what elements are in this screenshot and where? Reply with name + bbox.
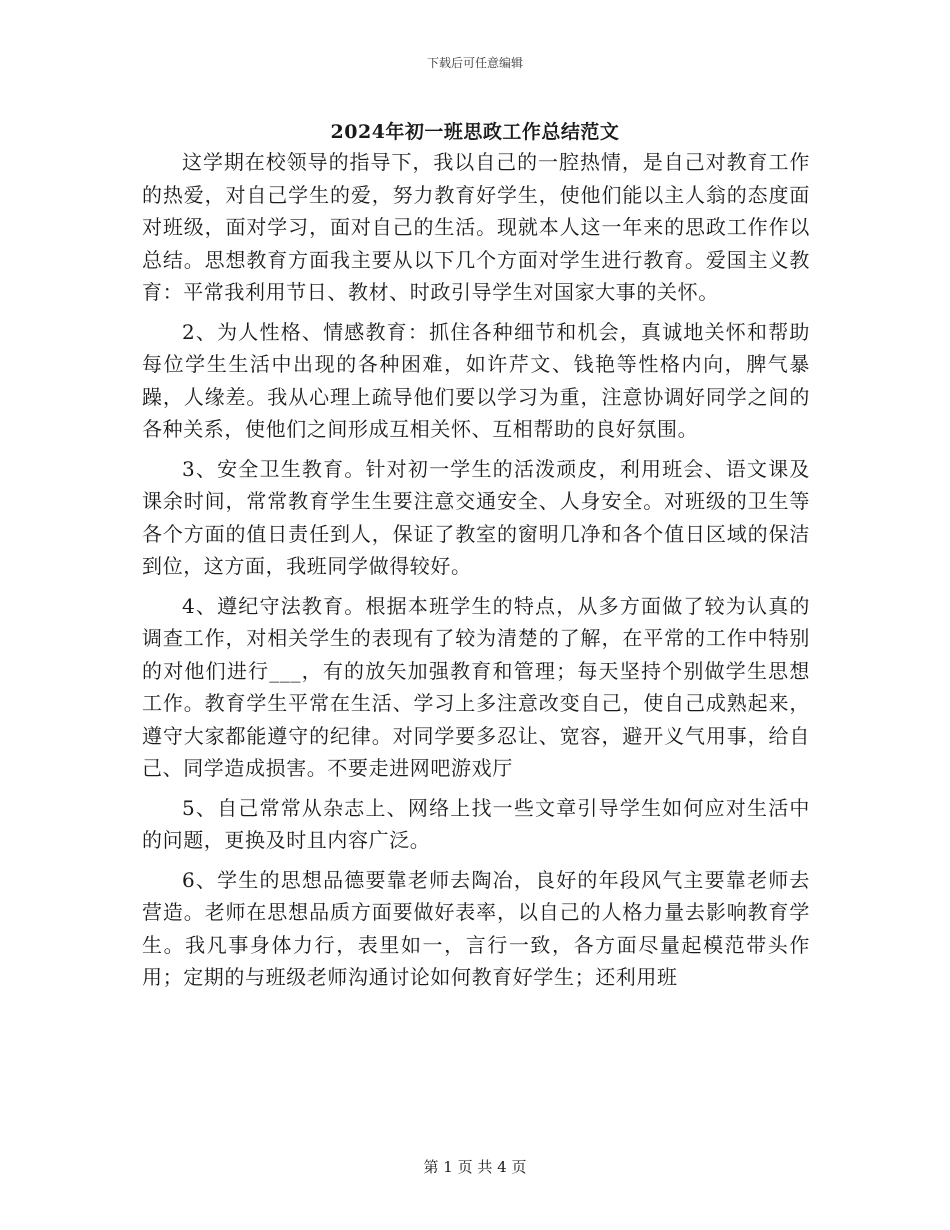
- paragraph: 5、自己常常从杂志上、网络上找一些文章引导学生如何应对生活中的问题，更换及时且内容广泛。: [142, 795, 810, 852]
- page-number: 第 1 页 共 4 页: [423, 1158, 527, 1176]
- document-title: 2024年初一班思政工作总结范文: [330, 121, 620, 143]
- paragraph: 3、安全卫生教育。针对初一学生的活泼顽皮，利用班会、语文课及课余时间，常常教育学生生要注意交通安全、人身安全。对班级的卫生等各个方面的值日责任到人，保证了教室的窗明几净和各个值日区域的保洁到位，这方面，我班同学做得较好。: [142, 456, 810, 578]
- header-note: 下载后可任意编辑: [426, 56, 523, 70]
- paragraph: 6、学生的思想品德要靠老师去陶冶，良好的年段风气主要靠老师去营造。老师在思想品质方面要做好表率，以自己的人格力量去影响教育学生。我凡事身体力行，表里如一，言行一致，各方面尽量起模范带头作用；定期的与班级老师沟通讨论如何教育好学生；还利用班: [142, 867, 810, 989]
- paragraph: 2、为人性格、情感教育：抓住各种细节和机会，真诚地关怀和帮助每位学生生活中出现的各种困难，如许芹文、钱艳等性格内向，脾气暴躁，人缘差。我从心理上疏导他们要以学习为重，注意协调好同学之间的各种关系，使他们之间形成互相关怀、互相帮助的良好氛围。: [142, 319, 810, 441]
- paragraph: 4、遵纪守法教育。根据本班学生的特点，从多方面做了较为认真的调查工作，对相关学生的表现有了较为清楚的了解，在平常的工作中特别的对他们进行___，有的放矢加强教育和管理；每天坚持个别做学生思想工作。教育学生平常在生活、学习上多注意改变自己，使自己成熟起来，遵守大家都能遵守的纪律。对同学要多忍让、宽容，避开义气用事，给自己、同学造成损害。不要走进网吧游戏厅: [142, 593, 810, 780]
- paragraph: 这学期在校领导的指导下，我以自己的一腔热情，是自己对教育工作的热爱，对自己学生的爱，努力教育好学生，使他们能以主人翁的态度面对班级，面对学习，面对自己的生活。现就本人这一年来的思政工作作以总结。思想教育方面我主要从以下几个方面对学生进行教育。爱国主义教育：平常我利用节日、教材、时政引导学生对国家大事的关怀。: [142, 150, 810, 304]
- document-body: [142, 146, 810, 1001]
